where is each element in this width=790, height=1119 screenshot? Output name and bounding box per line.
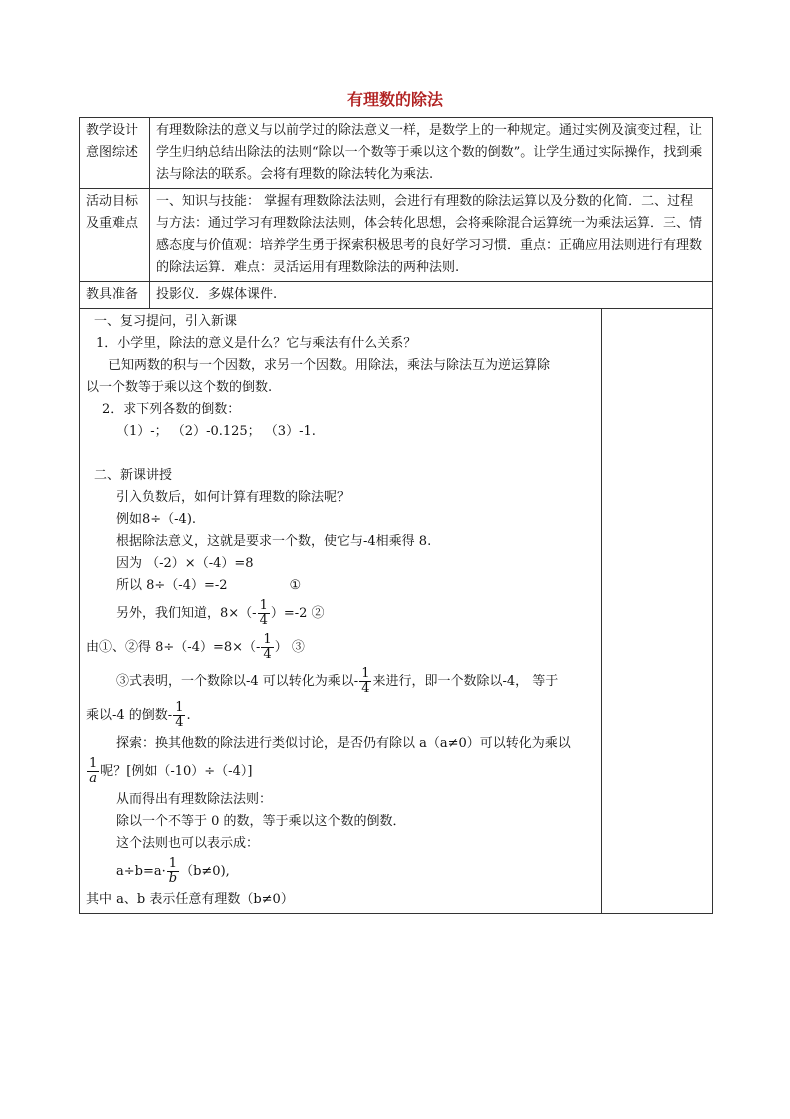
row-content-design: 有理数除法的意义与以前学过的除法意义一样，是数学上的一种规定。通过实例及演变过程，让学生归纳总结出除法的法则“除以一个数等于乘以这个数的倒数”。让学生通过实际操作，找到乘法与除法的联系。会将有理数的除法转化为乘法. (150, 118, 713, 189)
lesson-paragraph-7 (86, 631, 595, 665)
fraction-one-over-b: $\frac{1}{b}$ (168, 856, 178, 886)
lesson-paragraph-5 (86, 575, 595, 597)
review-answer-1-line1: 已知两数的积与一个因数，求另一个因数。用除法，乘法与除法互为逆运算除 (108, 358, 551, 373)
lesson-paragraph-9 (86, 699, 595, 733)
lesson-paragraph-4: 因为 （-2）×（-4）=8 (116, 556, 254, 571)
lesson-plan-table (79, 117, 713, 914)
lesson-paragraph-6 (86, 597, 595, 631)
lesson-paragraph-16: 其中 a、b 表示任意有理数（b≠0） (86, 892, 294, 907)
row-content-goals: 一、知识与技能： 掌握有理数除法法则，会进行有理数的除法运算以及分数的化简．二、过程与方法：通过学习有理数除法法则，体会转化思想，会将乘除混合运算统一为乘法运算．三、情感态度与价值观：培养学生勇于探索积极思考的良好学习习惯．重点：正确应用法则进行有理数的除法运算．难点：灵活运用有理数除法的两种法则. (150, 189, 713, 282)
notes-column (602, 309, 713, 914)
section-heading-new-lesson: 二、新课讲授 (94, 468, 173, 483)
equation-3-left: 由①、②得 8÷（-4）=8×（- (86, 640, 261, 655)
equation-3-right: ） ③ (274, 640, 305, 655)
row-label-design: 教学设计意图综述 (80, 118, 150, 189)
reciprocal-left: 乘以-4 的倒数- (86, 708, 173, 723)
lesson-body-cell (80, 309, 602, 914)
lesson-paragraph-11 (86, 755, 595, 789)
equation-2-left: 另外，我们知道，8×（- (116, 606, 257, 621)
equation-2-right: ）=-2 ② (270, 606, 325, 621)
equation-marker-1: ① (289, 578, 302, 593)
division-rule-right: （b≠0), (180, 864, 230, 879)
review-question-2: 2．求下列各数的倒数： (102, 402, 241, 417)
equation-text-1: 所以 8÷（-4）=-2 (116, 578, 228, 593)
lesson-paragraph-3: 根据除法意义，这就是要求一个数，使它与-4相乘得 8. (116, 534, 432, 549)
blank-spacer (86, 443, 595, 465)
explanation-left: ③式表明，一个数除以-4 可以转化为乘以- (116, 674, 359, 689)
lesson-paragraph-14: 这个法则也可以表示成： (116, 836, 260, 851)
review-question-1: 1．小学里，除法的意义是什么？它与乘法有什么关系？ (96, 336, 417, 351)
fraction-one-quarter: $\frac{1}{4}$ (263, 632, 272, 662)
fraction-one-quarter: $\frac{1}{4}$ (361, 666, 370, 696)
review-question-2-items: （1）-； （2）-0.125； （3）-1. (116, 424, 316, 439)
section-heading-review: 一、复习提问，引入新课 (94, 314, 238, 329)
division-rule-left: a÷b=a· (116, 864, 166, 879)
fraction-one-quarter: $\frac{1}{4}$ (175, 700, 184, 730)
row-activity-goals (80, 189, 713, 282)
lesson-paragraph-12: 从而得出有理数除法法则： (116, 792, 273, 807)
row-label-tools: 教具准备 (80, 282, 150, 309)
row-label-goals: 活动目标及重难点 (80, 189, 150, 282)
example-text: 呢？[例如（-10）÷（-4）] (100, 764, 253, 779)
row-content-tools: 投影仪．多媒体课件. (150, 282, 713, 309)
lesson-paragraph-13: 除以一个不等于 0 的数，等于乘以这个数的倒数． (116, 814, 406, 829)
lesson-paragraph-10: 探索：换其他数的除法进行类似讨论，是否仍有除以 a（a≠0）可以转化为乘以 (116, 736, 571, 751)
row-design-intent (80, 118, 713, 189)
row-lesson-body (80, 309, 713, 914)
reciprocal-right: . (186, 708, 191, 723)
lesson-paragraph-15 (86, 855, 595, 889)
fraction-one-over-a: $\frac{1}{a}$ (89, 756, 98, 786)
explanation-right: 来进行，即一个数除以-4， 等于 (372, 674, 559, 689)
lesson-paragraph-2: 例如8÷（-4). (116, 512, 197, 527)
fraction-one-quarter: $\frac{1}{4}$ (259, 598, 268, 628)
row-teaching-tools (80, 282, 713, 309)
review-answer-1-line2: 以一个数等于乘以这个数的倒数. (86, 380, 273, 395)
lesson-paragraph-1: 引入负数后，如何计算有理数的除法呢？ (116, 490, 351, 505)
lesson-paragraph-8 (86, 665, 595, 699)
document-title: 有理数的除法 (346, 90, 443, 109)
